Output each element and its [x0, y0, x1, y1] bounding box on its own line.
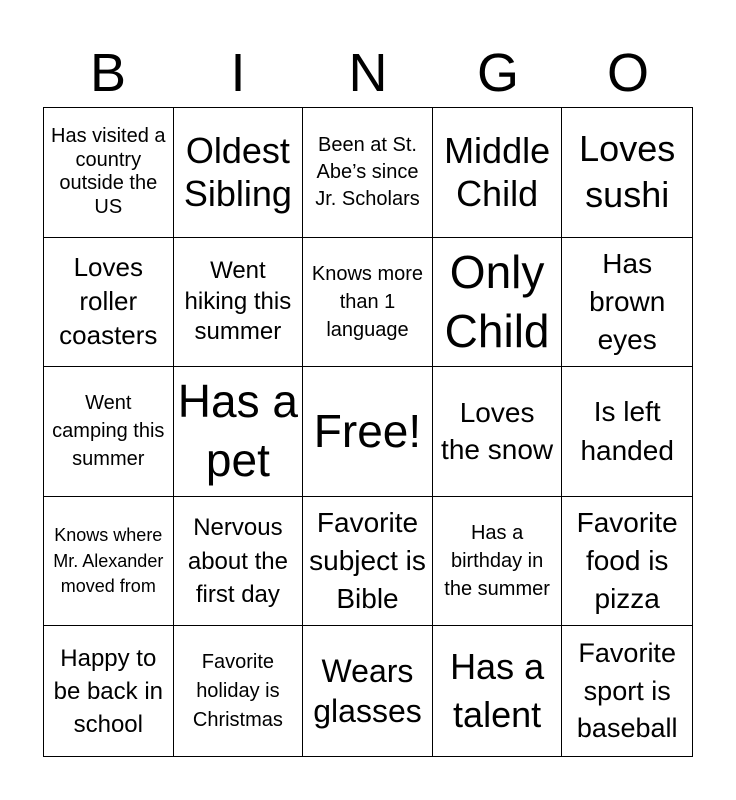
cell-text: Went camping this summer	[52, 392, 165, 471]
bingo-cell[interactable]	[174, 626, 304, 756]
bingo-cell[interactable]	[562, 108, 692, 238]
cell-text: Knows more than 1 language	[311, 262, 424, 341]
bingo-cell[interactable]	[433, 367, 563, 497]
cell-text: Loves roller coasters	[59, 252, 158, 350]
cell-text: Favorite subject is Bible	[309, 507, 426, 614]
cell-text: Is left handed	[580, 396, 674, 467]
bingo-cell[interactable]	[303, 238, 433, 368]
header-letter-b: B	[89, 43, 127, 103]
cell-text: Only Child	[444, 246, 550, 357]
cell-text: Happy to be back in school	[53, 644, 163, 738]
cell-text: Oldest Sibling	[183, 130, 292, 215]
bingo-cell[interactable]	[433, 238, 563, 368]
bingo-cell[interactable]	[433, 108, 563, 238]
bingo-cell[interactable]	[303, 497, 433, 627]
cell-text: Free!	[313, 404, 422, 457]
cell-text: Middle Child	[444, 130, 551, 215]
header-letter-i: I	[230, 43, 246, 103]
cell-text: Loves the snow	[441, 396, 554, 466]
bingo-cell[interactable]	[44, 497, 174, 627]
bingo-cell[interactable]	[174, 238, 304, 368]
bingo-cell[interactable]	[174, 108, 304, 238]
bingo-cell[interactable]	[44, 238, 174, 368]
bingo-cell[interactable]	[562, 238, 692, 368]
bingo-cell[interactable]	[44, 367, 174, 497]
bingo-board	[43, 107, 693, 757]
header-letter-n: N	[348, 43, 388, 103]
bingo-cell[interactable]	[174, 497, 304, 627]
bingo-cell[interactable]	[303, 626, 433, 756]
cell-text: Favorite food is pizza	[576, 507, 678, 614]
cell-text: Been at St. Abe’s since Jr. Scholars	[315, 133, 420, 210]
cell-text: Favorite sport is baseball	[576, 638, 678, 743]
cell-text: Has a birthday in the summer	[444, 522, 550, 601]
bingo-cell[interactable]	[303, 367, 433, 497]
cell-text: Has visited a country outside the US	[51, 125, 166, 218]
bingo-cell[interactable]	[562, 626, 692, 756]
cell-text: Nervous about the first day	[187, 514, 288, 608]
bingo-cell[interactable]	[433, 497, 563, 627]
cell-text: Has a pet	[177, 374, 298, 487]
cell-text: Has brown eyes	[589, 248, 666, 355]
bingo-cell[interactable]	[562, 497, 692, 627]
bingo-cell[interactable]	[44, 626, 174, 756]
bingo-cell[interactable]	[303, 108, 433, 238]
cell-text: Went hiking this summer	[184, 256, 292, 346]
cell-text: Has a talent	[450, 645, 545, 736]
bingo-header	[43, 38, 693, 108]
bingo-cell[interactable]	[44, 108, 174, 238]
header-letter-o: O	[606, 43, 649, 103]
bingo-cell[interactable]	[562, 367, 692, 497]
cell-text: Wears glasses	[313, 653, 422, 730]
cell-text: Favorite holiday is Christmas	[192, 650, 283, 731]
bingo-cell[interactable]	[433, 626, 563, 756]
cell-text: Knows where Mr. Alexander moved from	[53, 525, 164, 596]
bingo-cell[interactable]	[174, 367, 304, 497]
header-letter-g: G	[476, 43, 519, 103]
cell-text: Loves sushi	[579, 127, 676, 216]
